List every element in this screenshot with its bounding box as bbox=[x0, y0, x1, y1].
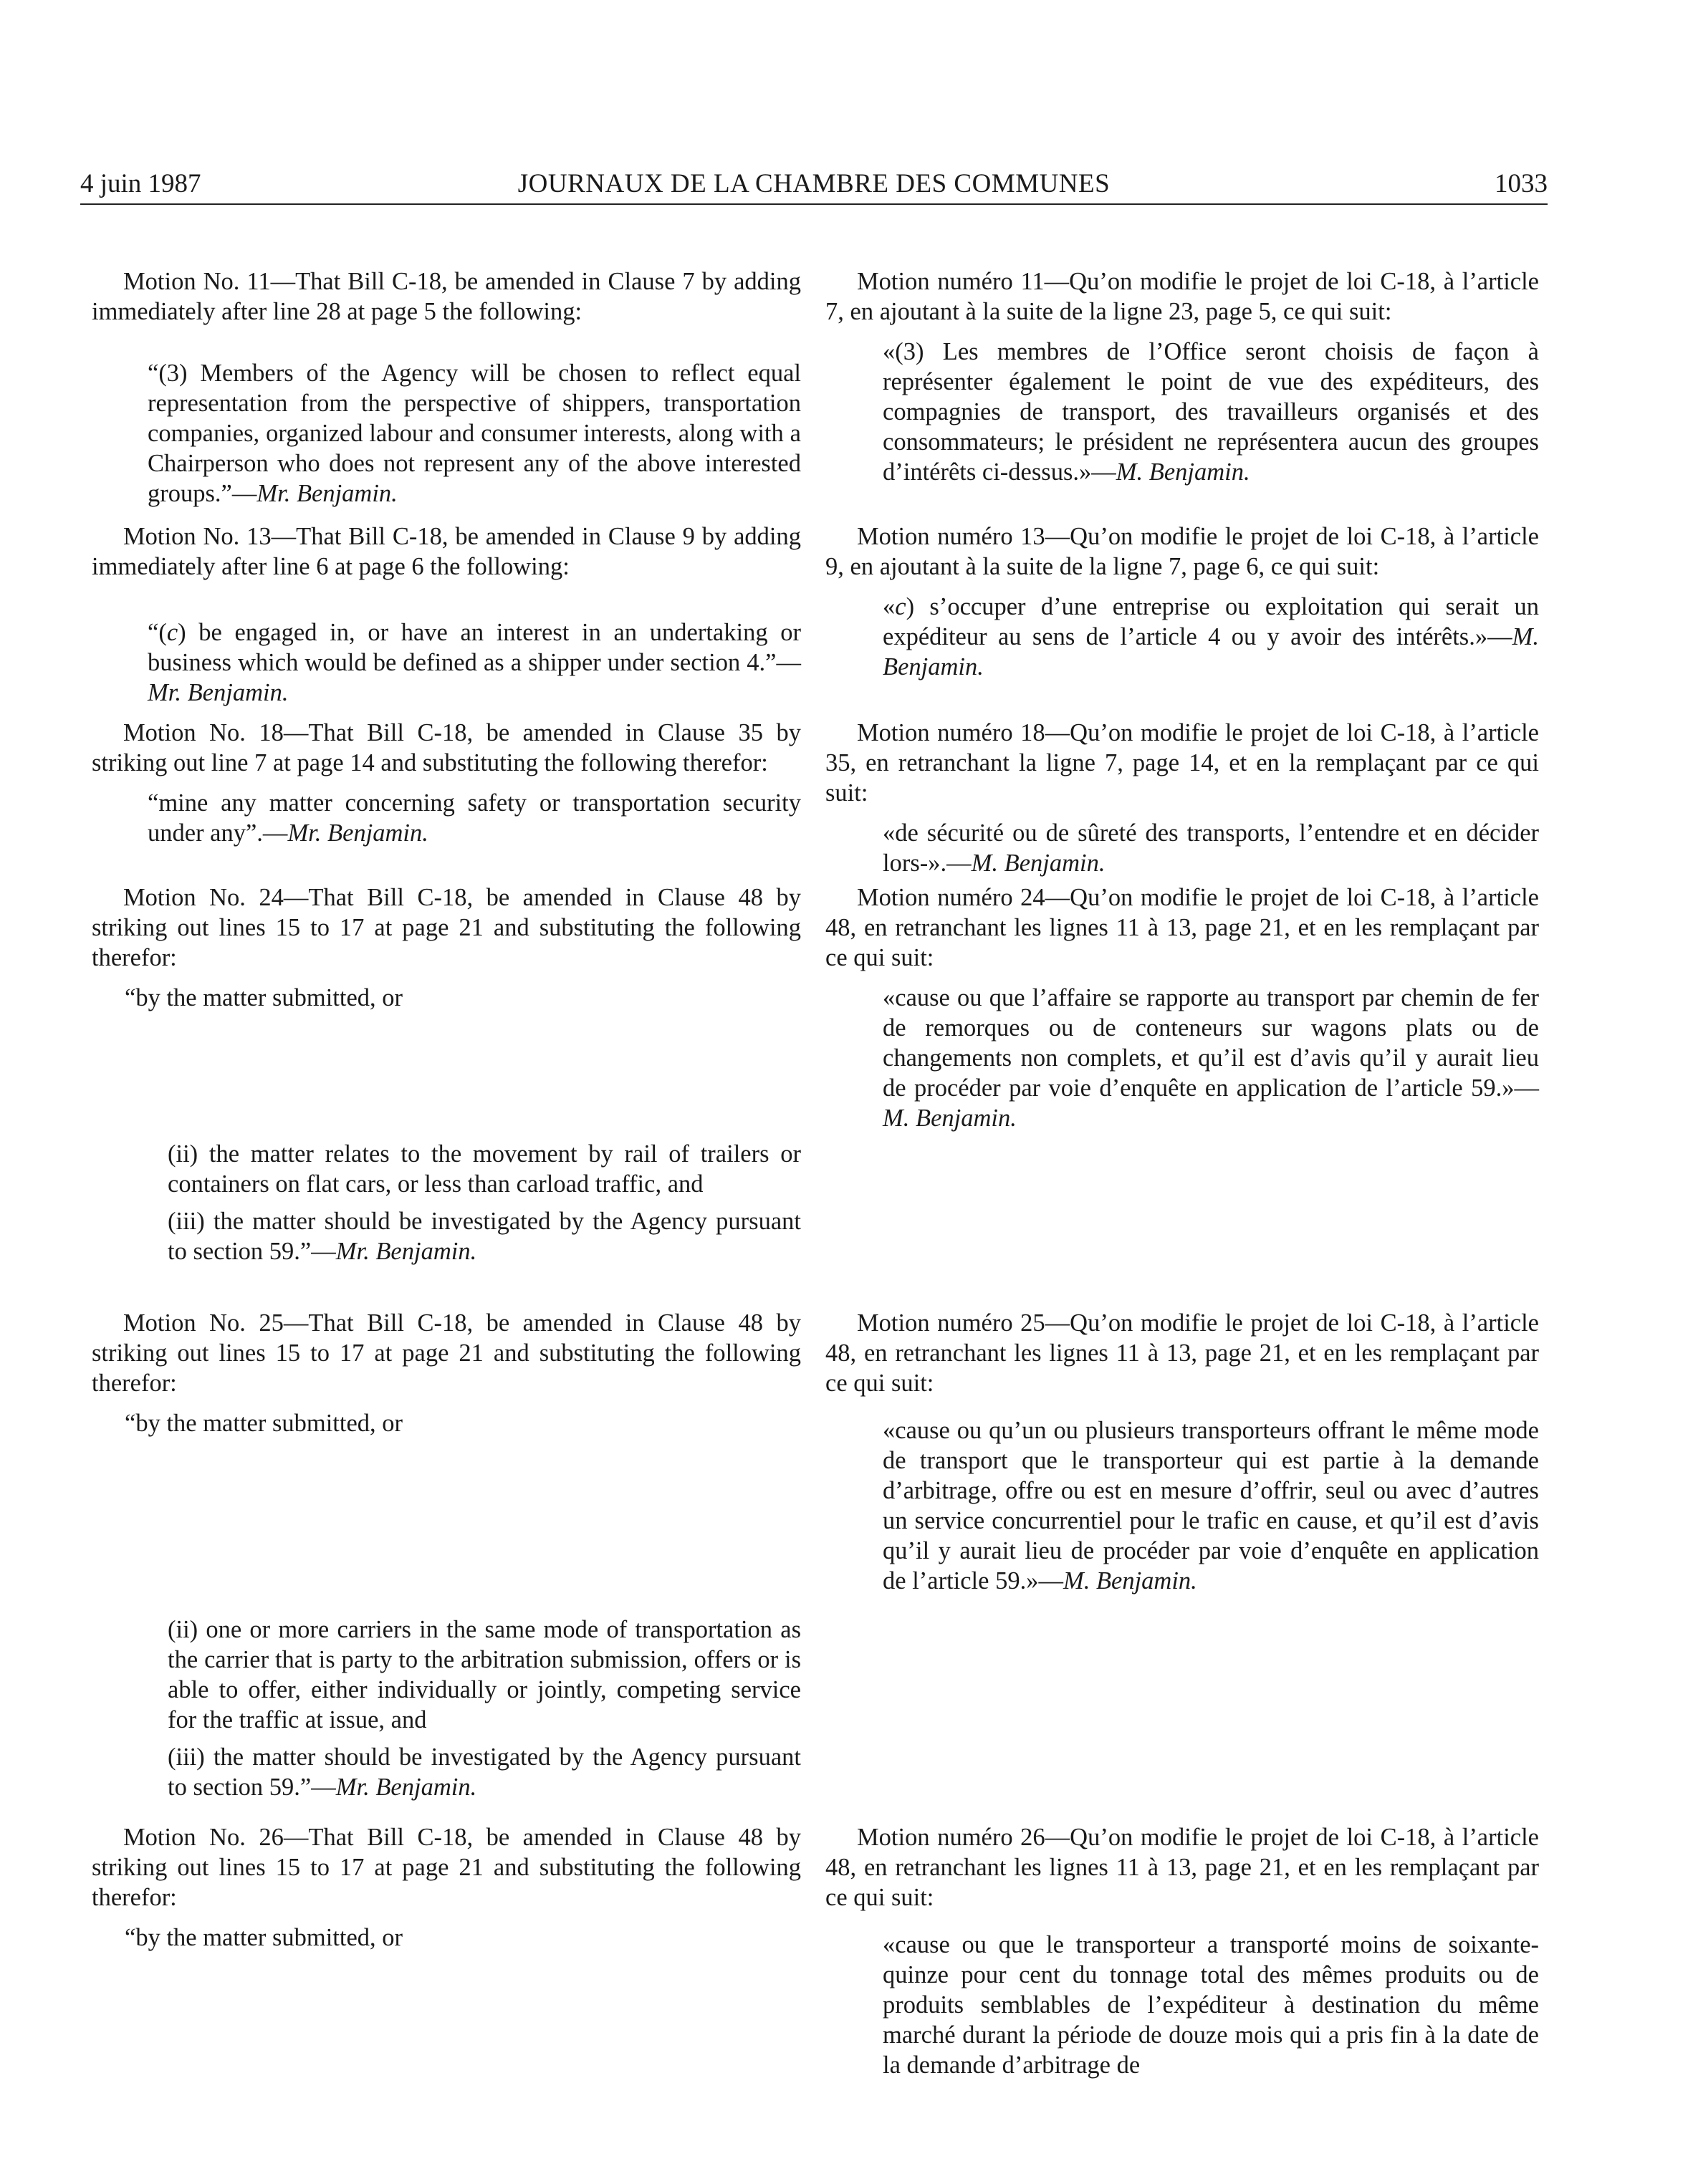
en-motion-11-author: Mr. Benjamin. bbox=[256, 480, 398, 507]
fr-motion-24-quote-text: «cause ou que l’affaire se rapporte au transport par chemin de fer de remorques ou de conteneurs sur wagons plats ou de changements non complets, et qu’il est d’avis qu’il y aurait lieu de procéder par voie d’enquête en application de l’article 59.»— bbox=[883, 984, 1539, 1102]
fr-motion-13-author: M. Benjamin. bbox=[883, 623, 1539, 680]
fr-motion-11 bbox=[825, 266, 1539, 487]
en-motion-25-open: “by the matter submitted, or bbox=[125, 1410, 403, 1437]
fr-motion-18-author: M. Benjamin. bbox=[971, 850, 1106, 877]
fr-motion-24-author: M. Benjamin. bbox=[883, 1105, 1017, 1132]
en-motion-26-text: Motion No. 26—That Bill C-18, be amended in Clause 48 by striking out lines 15 to 17 at page 21 and substituting the following therefor: bbox=[92, 1824, 801, 1911]
en-motion-25-sub-iii-text: (iii) the matter should be investigated by the Agency pursuant to section 59.”— bbox=[168, 1743, 801, 1801]
en-motion-24-open: “by the matter submitted, or bbox=[125, 984, 403, 1011]
en-motion-25-sub-ii: (ii) one or more carriers in the same mode of transportation as the carrier that is party to the arbitration submission, offers or is able to offer, either individually or jointly, competing service for the traffic at issue, and bbox=[168, 1616, 801, 1733]
fr-motion-11-quote-text: «(3) Les membres de l’Office seront choisis de façon à représenter également le point de vue des expéditeurs, des compagnies de transport, des travailleurs organisés et des consommateurs; le président ne représentera aucun des groupes d’intérêts ci-dessus.»— bbox=[883, 338, 1539, 486]
en-motion-11-quote bbox=[92, 358, 801, 509]
fr-motion-24-quote bbox=[825, 983, 1539, 1133]
en-motion-25-author: Mr. Benjamin. bbox=[335, 1774, 477, 1801]
en-motion-13-quote-open: “( bbox=[148, 619, 167, 646]
fr-motion-26-text: Motion numéro 26—Qu’on modifie le projet de loi C-18, à l’article 48, en retranchant les lignes 11 à 13, page 21, et en les remplaçant par ce qui suit: bbox=[825, 1824, 1539, 1911]
fr-motion-18-quote bbox=[825, 818, 1539, 878]
en-motion-24-text: Motion No. 24—That Bill C-18, be amended in Clause 48 by striking out lines 15 to 17 at page 21 and substituting the following therefor: bbox=[92, 884, 801, 971]
en-motion-11-text: Motion No. 11—That Bill C-18, be amended in Clause 7 by adding immediately after line 28 at page 5 the following: bbox=[92, 268, 801, 325]
en-motion-18-quote bbox=[92, 788, 801, 848]
en-motion-13-quote bbox=[92, 617, 801, 708]
en-motion-26-open: “by the matter submitted, or bbox=[125, 1924, 403, 1951]
en-motion-13 bbox=[92, 521, 801, 708]
en-motion-18 bbox=[92, 718, 801, 848]
en-motion-18-author: Mr. Benjamin. bbox=[287, 819, 428, 847]
fr-motion-25-text: Motion numéro 25—Qu’on modifie le projet de loi C-18, à l’article 48, en retranchant les lignes 11 à 13, page 21, et en les remplaçant par ce qui suit: bbox=[825, 1309, 1539, 1397]
fr-motion-25-author: M. Benjamin. bbox=[1063, 1567, 1197, 1594]
en-motion-13-text: Motion No. 13—That Bill C-18, be amended in Clause 9 by adding immediately after line 6 at page 6 the following: bbox=[92, 523, 801, 580]
en-motion-13-quote-letter: c bbox=[166, 619, 178, 646]
fr-motion-26 bbox=[825, 1822, 1539, 2080]
en-motion-13-author: Mr. Benjamin. bbox=[148, 679, 289, 706]
en-motion-25-sub-iii bbox=[92, 1742, 801, 1802]
fr-motion-25-quote bbox=[825, 1415, 1539, 1596]
header-page-number: 1033 bbox=[1495, 169, 1548, 198]
en-motion-13-quote-text: ) be engaged in, or have an interest in an undertaking or business which would be defined as a shipper under section 4.”— bbox=[148, 619, 801, 676]
en-motion-24 bbox=[92, 882, 801, 1013]
fr-motion-25 bbox=[825, 1308, 1539, 1596]
fr-motion-13-quote bbox=[825, 592, 1539, 682]
fr-motion-13-text: Motion numéro 13—Qu’on modifie le projet de loi C-18, à l’article 9, en ajoutant à la suite de la ligne 7, page 6, ce qui suit: bbox=[825, 523, 1539, 580]
header-date: 4 juin 1987 bbox=[80, 169, 201, 198]
fr-motion-18-quote-text: «de sécurité ou de sûreté des transports, l’entendre et en décider lors-».— bbox=[883, 819, 1539, 877]
page-header bbox=[80, 163, 1548, 205]
fr-motion-13-quote-letter: c bbox=[895, 593, 906, 620]
fr-motion-13-quote-open: « bbox=[883, 593, 896, 620]
fr-motion-24 bbox=[825, 882, 1539, 1133]
fr-motion-26-quote: «cause ou que le transporteur a transporté moins de soixante-quinze pour cent du tonnage total des mêmes produits ou de produits semblables de l’expéditeur à destination du même marché durant la période de douze mois qui a pris fin à la date de la demande d’arbitrage de bbox=[883, 1931, 1539, 2079]
en-motion-24-author: Mr. Benjamin. bbox=[335, 1238, 477, 1265]
en-motion-24-sub-iii bbox=[92, 1206, 801, 1266]
en-motion-25-text: Motion No. 25—That Bill C-18, be amended in Clause 48 by striking out lines 15 to 17 at page 21 and substituting the following therefor: bbox=[92, 1309, 801, 1397]
en-motion-11 bbox=[92, 266, 801, 509]
fr-motion-11-text: Motion numéro 11—Qu’on modifie le projet de loi C-18, à l’article 7, en ajoutant à la suite de la ligne 23, page 5, ce qui suit: bbox=[825, 268, 1539, 325]
fr-motion-13-quote-text: ) s’occuper d’une entreprise ou exploitation qui serait un expéditeur au sens de l’article 4 ou y avoir des intérêts.»— bbox=[883, 593, 1539, 650]
fr-motion-18-text: Motion numéro 18—Qu’on modifie le projet de loi C-18, à l’article 35, en retranchant la ligne 7, page 14, et en la remplaçant par ce qui suit: bbox=[825, 719, 1539, 807]
fr-motion-11-author: M. Benjamin. bbox=[1116, 458, 1250, 486]
en-motion-25-subs bbox=[92, 1615, 801, 1802]
fr-motion-24-text: Motion numéro 24—Qu’on modifie le projet de loi C-18, à l’article 48, en retranchant les lignes 11 à 13, page 21, et en les remplaçant par ce qui suit: bbox=[825, 884, 1539, 971]
fr-motion-13 bbox=[825, 521, 1539, 682]
en-motion-25 bbox=[92, 1308, 801, 1438]
fr-motion-25-quote-text: «cause ou qu’un ou plusieurs transporteurs offrant le même mode de transport que le transporteur qui est partie à la demande d’arbitrage, offre ou est en mesure d’offrir, seul ou avec d’autres un service concurrentiel pour le trafic en cause, et qu’il est d’avis qu’il y aurait lieu de procéder par voie d’enquête en application de l’article 59.»— bbox=[883, 1417, 1539, 1594]
fr-motion-11-quote bbox=[825, 337, 1539, 487]
en-motion-18-quote-text: “mine any matter concerning safety or transportation security under any”.— bbox=[148, 789, 801, 847]
en-motion-11-quote-text: “(3) Members of the Agency will be chosen to reflect equal representation from the perspective of shippers, transportation companies, organized labour and consumer interests, along with a Chairperson who does not represent any of the above interested groups.”— bbox=[148, 360, 801, 507]
en-motion-24-subs bbox=[92, 1139, 801, 1266]
header-title: JOURNAUX DE LA CHAMBRE DES COMMUNES bbox=[517, 169, 1111, 198]
en-motion-24-sub-iii-text: (iii) the matter should be investigated by the Agency pursuant to section 59.”— bbox=[168, 1208, 801, 1265]
fr-motion-18 bbox=[825, 718, 1539, 878]
en-motion-18-text: Motion No. 18—That Bill C-18, be amended in Clause 35 by striking out line 7 at page 14 and substituting the following therefor: bbox=[92, 719, 801, 776]
en-motion-24-sub-ii: (ii) the matter relates to the movement by rail of trailers or containers on flat cars, or less than carload traffic, and bbox=[168, 1140, 801, 1198]
en-motion-26 bbox=[92, 1822, 801, 1953]
